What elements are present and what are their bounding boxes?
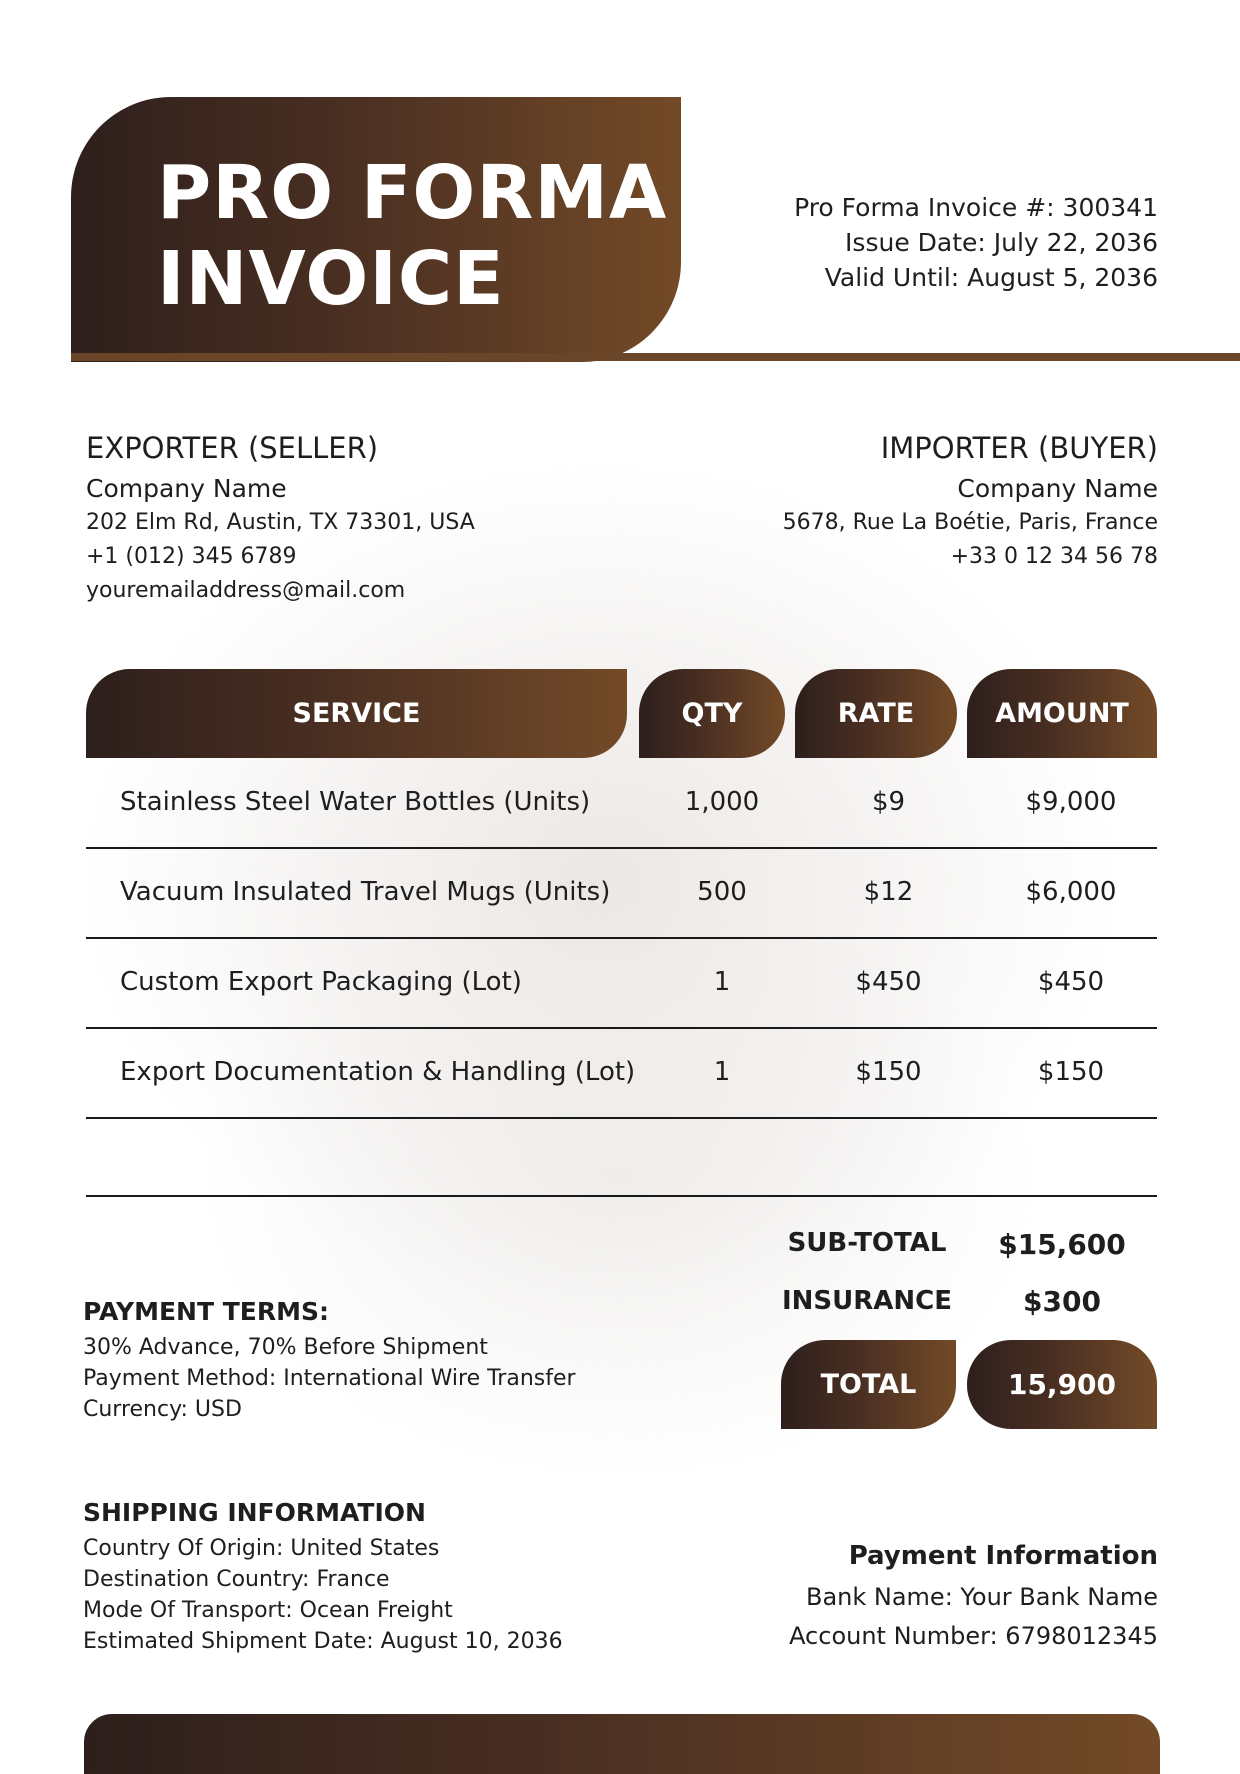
row-qty: 1 — [713, 1057, 731, 1087]
document-title — [157, 150, 667, 322]
payment-terms-block — [83, 1296, 576, 1425]
exporter-heading: EXPORTER (SELLER) — [86, 431, 379, 465]
column-header-rate-label: RATE — [837, 698, 915, 729]
footer-bar — [84, 1714, 1160, 1774]
column-header-amount-label: AMOUNT — [995, 698, 1129, 729]
table-bottom-divider — [86, 1195, 1157, 1197]
row-service: Custom Export Packaging (Lot) — [120, 967, 522, 997]
shipping-line: Estimated Shipment Date: August 10, 2036 — [83, 1629, 563, 1654]
exporter-block — [86, 430, 475, 608]
table-row — [86, 758, 1157, 849]
exporter-address: 202 Elm Rd, Austin, TX 73301, USA — [86, 510, 475, 535]
importer-address: 5678, Rue La Boétie, Paris, France — [782, 510, 1158, 535]
shipping-info-block — [83, 1497, 563, 1657]
subtotal-value: $15,600 — [998, 1228, 1126, 1261]
importer-block — [783, 430, 1158, 574]
column-header-rate — [795, 669, 957, 758]
column-header-service-label: SERVICE — [292, 698, 421, 729]
invoice-meta — [794, 190, 1158, 295]
title-line-2: INVOICE — [157, 236, 505, 322]
payment-info-block — [789, 1540, 1158, 1656]
shipping-heading: SHIPPING INFORMATION — [83, 1498, 426, 1527]
payment-terms-line: Currency: USD — [83, 1397, 242, 1422]
importer-heading: IMPORTER (BUYER) — [880, 431, 1158, 465]
table-row — [86, 1028, 1157, 1119]
importer-phone: +33 0 12 34 56 78 — [950, 544, 1158, 569]
row-qty: 500 — [697, 877, 747, 907]
row-amount: $450 — [1037, 967, 1105, 997]
row-amount: $9,000 — [1025, 787, 1117, 817]
total-label: TOTAL — [820, 1369, 917, 1400]
payment-terms-line: 30% Advance, 70% Before Shipment — [83, 1335, 488, 1360]
invoice-number: Pro Forma Invoice #: 300341 — [794, 193, 1158, 222]
table-row — [86, 938, 1157, 1029]
row-rate: $9 — [871, 787, 906, 817]
row-qty: 1 — [713, 967, 731, 997]
row-rate: $12 — [863, 877, 914, 907]
total-value-pill — [967, 1340, 1157, 1429]
bank-name: Bank Name: Your Bank Name — [805, 1583, 1158, 1611]
subtotal-label: SUB-TOTAL — [787, 1228, 947, 1258]
row-service: Stainless Steel Water Bottles (Units) — [120, 787, 591, 817]
exporter-email[interactable]: youremailaddress@mail.com — [86, 578, 406, 603]
shipping-line: Country Of Origin: United States — [83, 1536, 440, 1561]
row-rate: $450 — [855, 967, 922, 997]
issue-date: Issue Date: July 22, 2036 — [845, 228, 1158, 257]
importer-company: Company Name — [957, 474, 1158, 503]
row-service: Vacuum Insulated Travel Mugs (Units) — [120, 877, 611, 907]
total-value: 15,900 — [1007, 1368, 1117, 1401]
column-header-qty — [639, 669, 785, 758]
account-number: Account Number: 6798012345 — [789, 1622, 1158, 1650]
column-header-amount — [967, 669, 1157, 758]
row-amount: $6,000 — [1025, 877, 1117, 907]
exporter-company: Company Name — [86, 474, 287, 503]
total-label-pill — [781, 1340, 956, 1429]
payment-terms-line: Payment Method: International Wire Transfer — [83, 1366, 576, 1391]
payment-info-heading: Payment Information — [848, 1541, 1158, 1571]
insurance-value: $300 — [1023, 1285, 1101, 1318]
column-header-service — [86, 669, 627, 758]
row-qty: 1,000 — [684, 787, 760, 817]
payment-terms-heading: PAYMENT TERMS: — [83, 1297, 329, 1326]
exporter-phone: +1 (012) 345 6789 — [86, 544, 297, 569]
row-rate: $150 — [855, 1057, 922, 1087]
table-row — [86, 848, 1157, 939]
row-amount: $150 — [1037, 1057, 1105, 1087]
shipping-line: Mode Of Transport: Ocean Freight — [83, 1598, 453, 1623]
title-line-1: PRO FORMA — [157, 150, 668, 236]
insurance-label: INSURANCE — [781, 1286, 952, 1316]
header-divider-line — [71, 353, 1240, 361]
column-header-qty-label: QTY — [681, 698, 743, 729]
shipping-line: Destination Country: France — [83, 1567, 390, 1592]
row-service: Export Documentation & Handling (Lot) — [120, 1057, 636, 1087]
valid-until: Valid Until: August 5, 2036 — [824, 263, 1158, 292]
